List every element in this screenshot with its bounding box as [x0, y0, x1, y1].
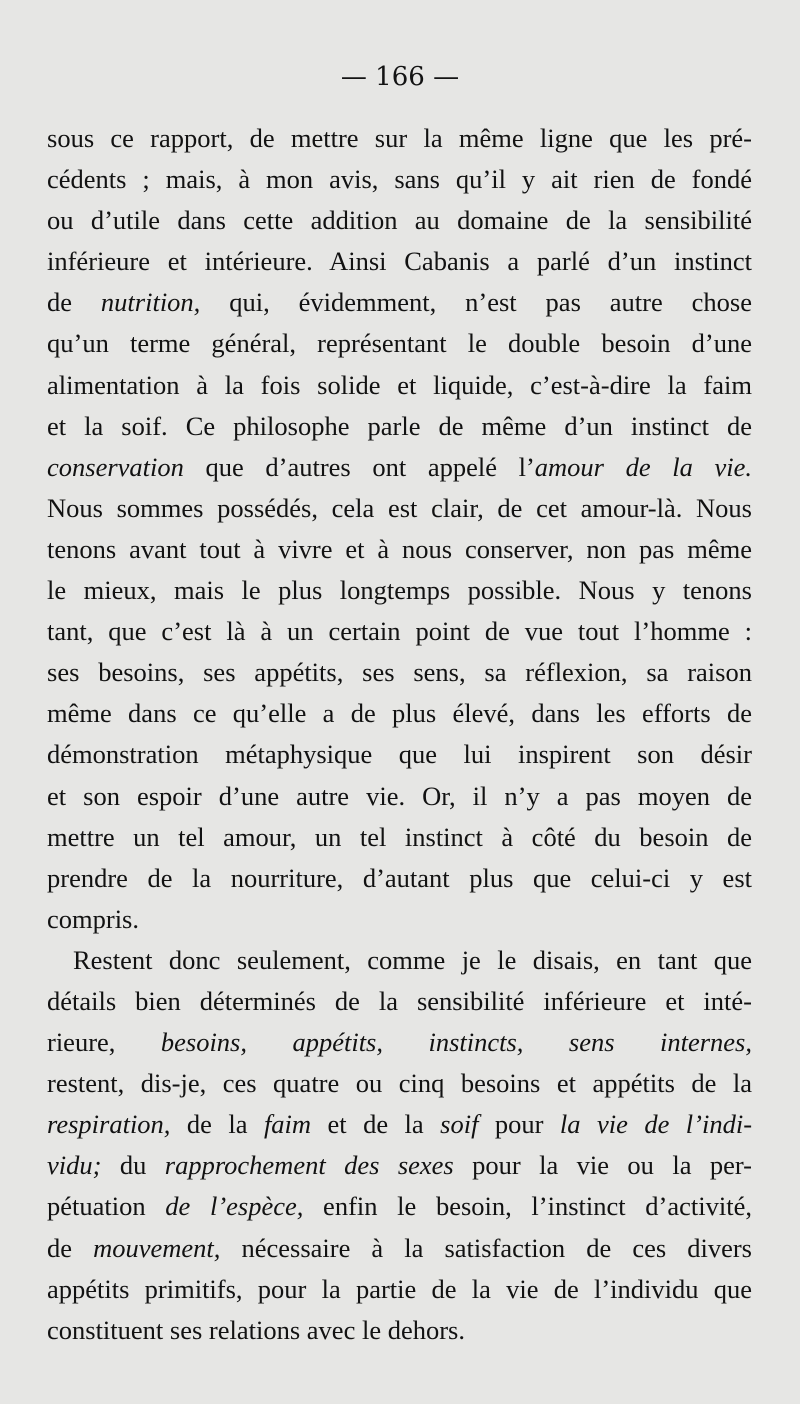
text-segment: inférieure et intérieure. Ainsi Cabanis a parlé d’un instinct — [47, 246, 752, 277]
text-line — [47, 611, 752, 652]
text-line — [47, 1022, 752, 1063]
text-segment: le mieux, mais le plus longtemps possible. Nous y tenons — [47, 575, 752, 606]
text-segment: qui, évidemment, n’est pas autre chose — [200, 287, 752, 318]
text-segment: et la soif. Ce philosophe parle de même d’un instinct de — [47, 410, 752, 441]
italic-segment: besoins, appétits, instincts, sens internes, — [160, 1027, 752, 1058]
text-line — [47, 570, 752, 611]
text-line — [47, 652, 752, 693]
text-segment: et de la — [311, 1109, 441, 1140]
body-text — [47, 118, 752, 1351]
text-segment: même dans ce qu’elle a de plus élevé, dans les efforts de — [47, 698, 752, 729]
text-line — [47, 118, 752, 159]
text-line — [47, 1228, 752, 1269]
text-segment: et son espoir d’une autre vie. Or, il n’y a pas moyen de — [47, 780, 752, 811]
text-segment: rieure, — [47, 1027, 161, 1058]
italic-segment: respiration, — [47, 1109, 171, 1140]
text-segment: de la — [170, 1109, 264, 1140]
text-segment: de — [47, 1232, 94, 1263]
text-line — [47, 1145, 752, 1186]
text-segment: appétits primitifs, pour la partie de la vie de l’individu que — [47, 1273, 752, 1304]
text-line — [47, 241, 752, 282]
text-segment: constituent ses relations avec le dehors. — [47, 1314, 465, 1345]
italic-segment: mouvement, — [93, 1232, 221, 1263]
text-segment: mettre un tel amour, un tel instinct à côté du besoin de — [47, 821, 752, 852]
text-line — [47, 200, 752, 241]
text-segment: démonstration métaphysique que lui inspirent son désir — [47, 739, 752, 770]
text-segment: ses besoins, ses appétits, ses sens, sa réflexion, sa raison — [47, 657, 752, 688]
text-segment: restent, dis-je, ces quatre ou cinq besoins et appétits de la — [47, 1068, 752, 1099]
italic-segment: amour de la vie. — [534, 451, 752, 482]
text-segment: de — [47, 287, 101, 318]
page-number: — 166 — — [340, 62, 460, 92]
text-line — [47, 817, 752, 858]
text-line — [47, 858, 752, 899]
text-segment: sous ce rapport, de mettre sur la même ligne que les pré- — [47, 123, 752, 153]
text-segment: cédents ; mais, à mon avis, sans qu’il y ait rien de fondé — [47, 164, 752, 195]
text-segment: du — [101, 1150, 165, 1181]
text-line — [47, 529, 752, 570]
italic-segment: la vie de l’indi- — [559, 1109, 753, 1140]
text-line — [47, 1269, 752, 1310]
text-segment: pour la vie ou la per- — [453, 1150, 752, 1181]
text-line — [47, 981, 752, 1022]
italic-segment: nutrition, — [100, 287, 201, 318]
text-line — [47, 282, 752, 323]
text-segment: pour — [478, 1109, 560, 1140]
text-line — [47, 365, 752, 406]
text-segment: alimentation à la fois solide et liquide, c’est-à-dire la faim — [47, 369, 752, 400]
text-line — [47, 776, 752, 817]
text-segment: Nous sommes possédés, cela est clair, de cet amour-là. Nous — [47, 492, 752, 523]
text-line — [47, 1186, 752, 1227]
text-line — [47, 734, 752, 775]
italic-segment: conservation — [47, 451, 184, 482]
text-segment: détails bien déterminés de la sensibilité inférieure et inté- — [47, 985, 752, 1016]
text-segment: prendre de la nourriture, d’autant plus que celui-ci y est — [47, 862, 752, 893]
text-segment: tant, que c’est là à un certain point de vue tout l’homme : — [47, 616, 752, 647]
text-segment: enfin le besoin, l’instinct d’activité, — [303, 1191, 752, 1222]
text-line — [47, 1063, 752, 1104]
text-line — [47, 1104, 752, 1145]
text-line — [47, 323, 752, 364]
text-segment: Restent donc seulement, comme je le disais, en tant que — [73, 944, 752, 975]
italic-segment: soif — [440, 1109, 479, 1140]
italic-segment: faim — [263, 1109, 312, 1140]
text-line — [47, 447, 752, 488]
text-line — [47, 899, 752, 940]
text-line — [47, 693, 752, 734]
text-line — [47, 406, 752, 447]
italic-segment: de l’espèce, — [165, 1191, 304, 1222]
text-line — [47, 488, 752, 529]
text-line — [47, 159, 752, 200]
text-segment: pétuation — [47, 1191, 166, 1222]
italic-segment: vidu; — [47, 1150, 102, 1181]
italic-segment: rapprochement des sexes — [164, 1150, 454, 1181]
text-segment: qu’un terme général, représentant le double besoin d’une — [47, 328, 752, 359]
text-segment: tenons avant tout à vivre et à nous conserver, non pas même — [47, 533, 752, 564]
text-line — [47, 1310, 752, 1351]
text-line — [47, 940, 752, 981]
text-segment: que d’autres ont appelé l’ — [183, 451, 535, 482]
text-segment: ou d’utile dans cette addition au domaine de la sensibilité — [47, 205, 752, 236]
text-segment: nécessaire à la satisfaction de ces divers — [220, 1232, 752, 1263]
text-segment: compris. — [47, 903, 139, 934]
